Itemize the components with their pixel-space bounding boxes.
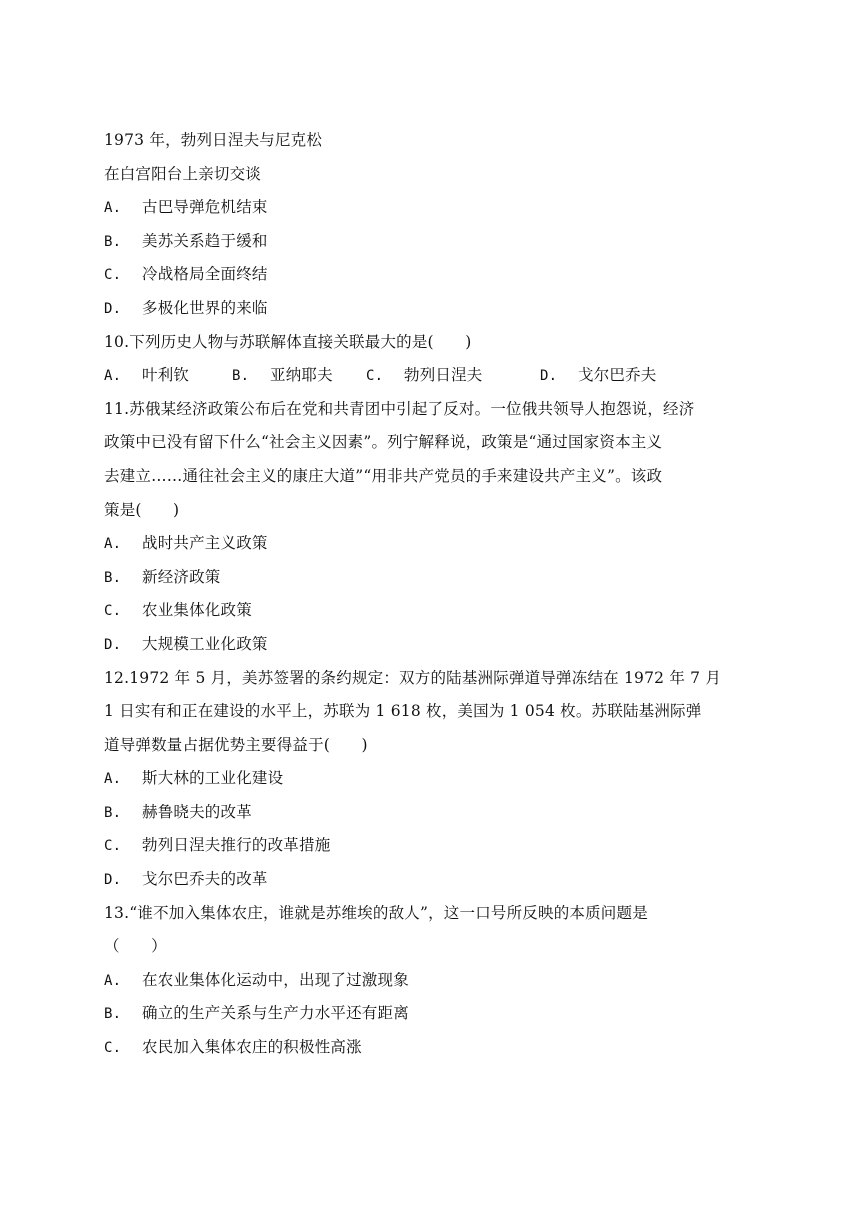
option-letter: C. — [366, 368, 384, 385]
q11-option-b — [104, 561, 764, 595]
q12-option-d — [104, 863, 764, 897]
q13-stem-line-1: 13.“谁不加入集体农庄，谁就是苏维埃的敌人”，这一口号所反映的本质问题是 — [104, 903, 648, 922]
option-letter: D. — [104, 300, 122, 317]
option-text: 古巴导弹危机结束 — [142, 198, 268, 217]
option-text: 确立的生产关系与生产力水平还有距离 — [142, 1004, 409, 1023]
option-letter: B. — [104, 569, 122, 586]
option-text: 戈尔巴乔夫 — [578, 366, 657, 385]
option-letter: D. — [540, 368, 558, 385]
option-text: 亚纳耶夫 — [270, 366, 333, 385]
q11-option-a — [104, 527, 764, 561]
q11-option-c — [104, 594, 764, 628]
option-text: 多极化世界的来临 — [142, 298, 268, 317]
option-text: 农民加入集体农庄的积极性高涨 — [142, 1038, 362, 1057]
option-letter: B. — [104, 233, 122, 250]
q9-option-c — [104, 258, 764, 292]
option-letter: A. — [104, 972, 122, 989]
option-letter: A. — [104, 771, 122, 788]
option-text: 勃列日涅夫推行的改革措施 — [142, 836, 331, 855]
option-letter: A. — [104, 536, 122, 553]
option-text: 农业集体化政策 — [142, 601, 252, 620]
q13-option-b — [104, 997, 764, 1031]
option-letter: B. — [104, 804, 122, 821]
option-text: 在农业集体化运动中，出现了过激现象 — [142, 970, 409, 989]
q11-stem-line-2: 政策中已没有留下什么“社会主义因素”。列宁解释说，政策是“通过国家资本主义 — [104, 433, 663, 452]
option-text: 大规模工业化政策 — [142, 634, 268, 653]
image-caption-line-1: 1973 年，勃列日涅夫与尼克松 — [104, 131, 323, 149]
option-text: 新经济政策 — [142, 567, 221, 586]
option-letter: B. — [232, 368, 250, 385]
option-letter: C. — [104, 1040, 122, 1057]
q12-option-c — [104, 829, 764, 863]
q10-options-row — [104, 359, 764, 393]
q12-option-b — [104, 796, 764, 830]
q12-stem-line-1: 12.1972 年 5 月，美苏签署的条约规定：双方的陆基洲际弹道导弹冻结在 1972 年 7 月 — [104, 668, 722, 687]
q11-stem-line-3: 去建立……通往社会主义的康庄大道”“用非共产党员的手来建设共产主义”。该政 — [104, 466, 663, 485]
q12-stem-line-2: 1 日实有和正在建设的水平上，苏联为 1 618 枚，美国为 1 054 枚。苏联陆基洲际弹 — [104, 702, 702, 721]
option-text: 勃列日涅夫 — [404, 366, 483, 385]
image-caption-line-2: 在白宫阳台上亲切交谈 — [104, 164, 262, 183]
q11-stem-line-4: 策是( ) — [104, 500, 180, 519]
option-letter: D. — [104, 872, 122, 889]
option-text: 戈尔巴乔夫的改革 — [142, 870, 268, 889]
q10-stem: 10.下列历史人物与苏联解体直接关联最大的是( ) — [104, 332, 472, 351]
q9-option-d — [104, 292, 764, 326]
option-letter: D. — [104, 636, 122, 653]
q11-option-d — [104, 628, 764, 662]
q13-option-a — [104, 964, 764, 998]
option-text: 斯大林的工业化建设 — [142, 769, 284, 788]
option-text: 战时共产主义政策 — [142, 534, 268, 553]
option-letter: B. — [104, 1006, 122, 1023]
option-letter: C. — [104, 267, 122, 284]
option-text: 冷战格局全面终结 — [142, 265, 268, 284]
option-text: 叶利钦 — [142, 366, 190, 385]
option-letter: A. — [104, 200, 122, 217]
q11-stem-line-1: 11.苏俄某经济政策公布后在党和共青团中引起了反对。一位俄共领导人抱怨说，经济 — [104, 399, 695, 418]
q12-option-a — [104, 762, 764, 796]
option-text: 美苏关系趋于缓和 — [142, 231, 268, 250]
option-letter: C. — [104, 603, 122, 620]
option-text: 赫鲁晓夫的改革 — [142, 802, 252, 821]
q9-option-a — [104, 191, 764, 225]
page-content — [104, 124, 764, 1065]
q12-stem-line-3: 道导弹数量占据优势主要得益于( ) — [104, 735, 368, 754]
option-letter: C. — [104, 838, 122, 855]
option-letter: A. — [104, 368, 122, 385]
q13-stem-line-2: （ ） — [104, 937, 167, 956]
q9-option-b — [104, 225, 764, 259]
q13-option-c — [104, 1031, 764, 1065]
